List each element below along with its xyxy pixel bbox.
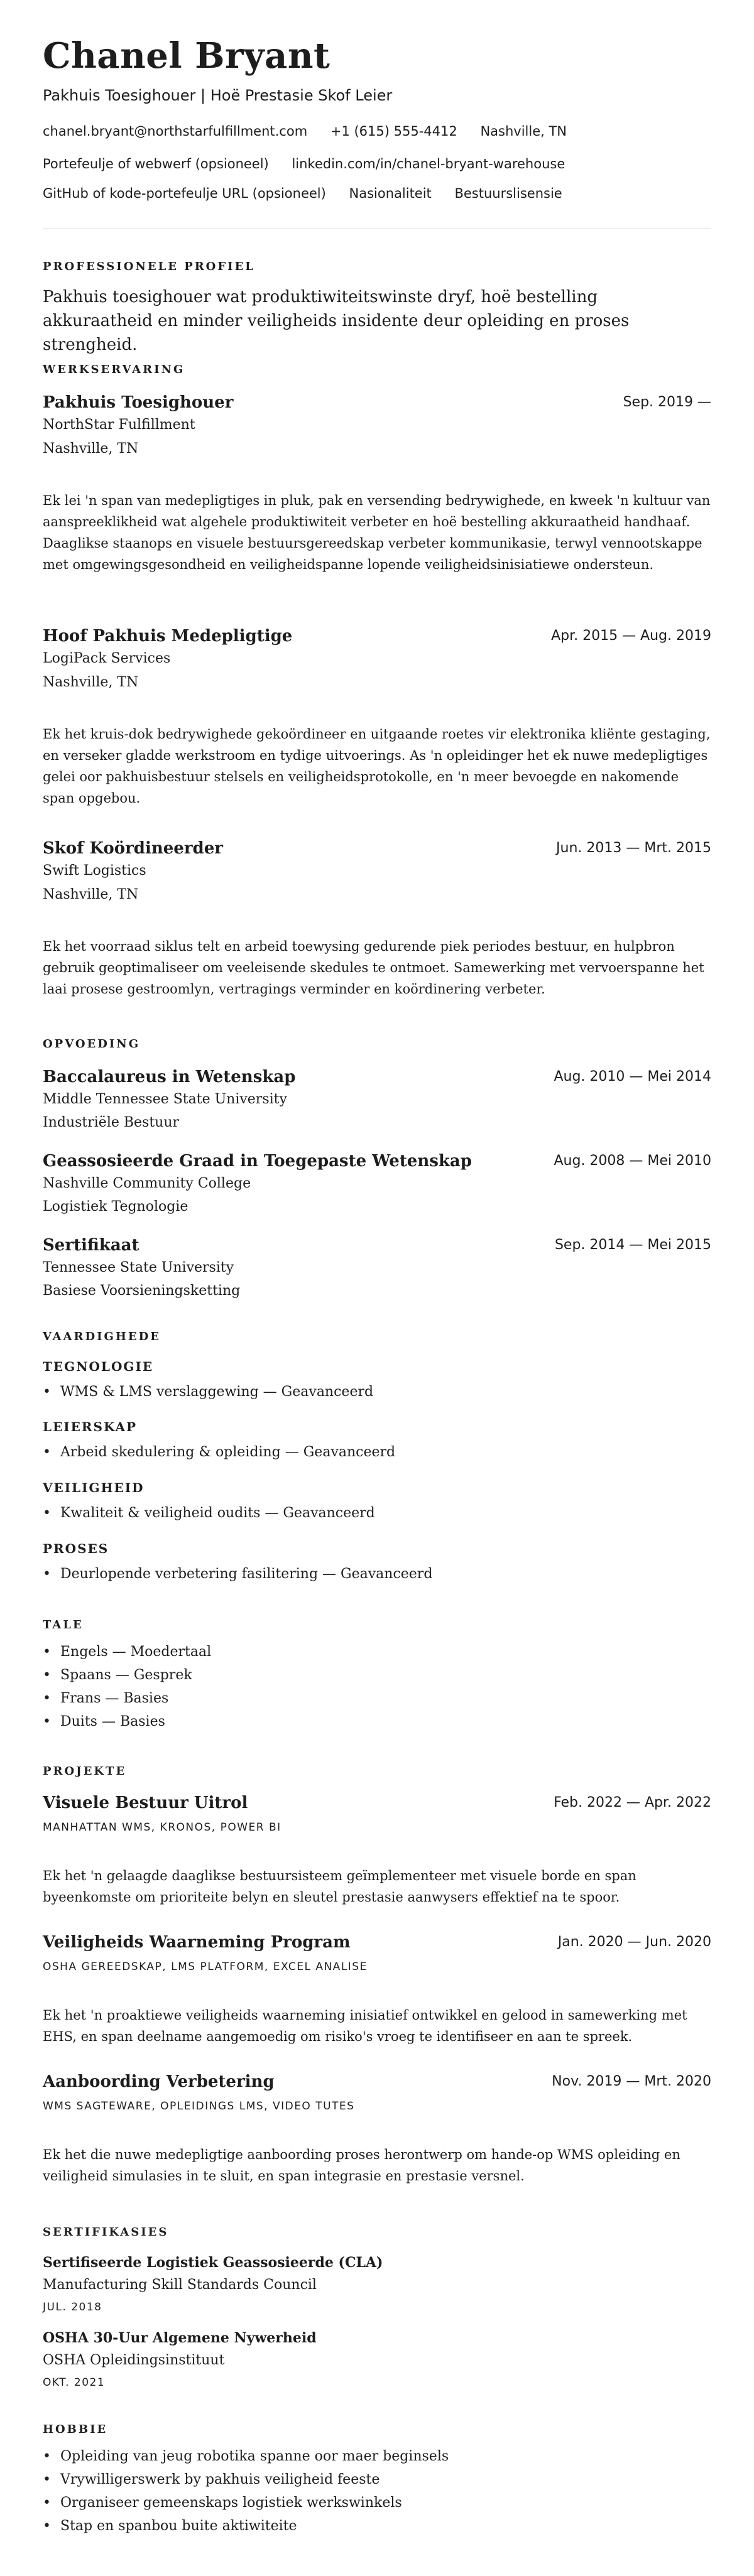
- project-tools: WMS SAGTEWARE, OPLEIDINGS LMS, VIDEO TUTES: [43, 2100, 355, 2113]
- job-description: Ek het kruis-dok bedrywighede gekoördineer en uitgaande roetes vir elektronika kliënte gestaging, en verseker gladde werkstroom en tydige uitvoerings. As 'n opleidinger het ek nuwe medepligtiges gelei oor pakhuisbestuur stelsels en veiligheidsprotokolle, en 'n meer bevoegde en nakomende span opgebou.: [43, 727, 711, 806]
- certification-issuer: Manufacturing Skill Standards Council: [43, 2277, 317, 2293]
- education-field: Basiese Voorsieningsketting: [43, 1283, 241, 1299]
- certification-issuer: OSHA Opleidingsinstituut: [43, 2352, 225, 2368]
- contact-row-3: [43, 186, 581, 201]
- hobby-item: • Stap en spanbou buite aktiwiteite: [43, 2518, 297, 2534]
- hobby-item: • Opleiding van jeug robotika spanne oor maer beginsels: [43, 2449, 449, 2464]
- skill-group-title: LEIERSKAP: [43, 1419, 138, 1434]
- education-field: Logistiek Tegnologie: [43, 1199, 188, 1215]
- education-school: Tennessee State University: [43, 1260, 234, 1275]
- hobby-item: • Vrywilligerswerk by pakhuis veiligheid feeste: [43, 2472, 380, 2487]
- contact-row-2: [43, 156, 584, 171]
- job-title: Pakhuis Toesighouer: [43, 393, 234, 412]
- license-text: Bestuurslisensie: [454, 186, 562, 201]
- education-date: Aug. 2008 — Mei 2010: [554, 1153, 711, 1169]
- education-school: Middle Tennessee State University: [43, 1091, 287, 1107]
- skill-group-title: PROSES: [43, 1541, 109, 1556]
- project-date: Feb. 2022 — Apr. 2022: [554, 1795, 711, 1810]
- location-text: Nashville, TN: [480, 124, 567, 139]
- project-date: Nov. 2019 — Mrt. 2020: [552, 2074, 711, 2089]
- job-description: Ek lei 'n span van medepligtiges in pluk, pak en versending bedrywighede, en kweek 'n kultuur van aanspreeklikheid wat algehele produktiwiteit verbeter en hoë bestelling akkuraatheid handhaaf. Daaglikse staanops en visuele bestuursgereedskap verbeter kommunikasie, terwyl vennootskappe met omgewingsgesondheid en veiligheidspanne lopende veiligheidsinisiatiewe ondersteun.: [43, 493, 711, 572]
- project-title: Visuele Bestuur Uitrol: [43, 1794, 248, 1812]
- section-heading-education: OPVOEDING: [43, 1037, 141, 1051]
- profile-summary: Pakhuis toesighouer wat produktiwiteitswinste dryf, hoë bestelling akkuraatheid en minder veiligheids insidente deur opleiding en proses strengheid.: [43, 288, 630, 354]
- nationality-text: Nasionaliteit: [349, 186, 432, 201]
- certification-title: Sertifiseerde Logistiek Geassosieerde (CLA): [43, 2254, 383, 2271]
- project-tools: MANHATTAN WMS, KRONOS, POWER BI: [43, 1821, 281, 1834]
- project-tools: OSHA GEREEDSKAP, LMS PLATFORM, EXCEL ANALISE: [43, 1961, 368, 1973]
- certification-date: OKT. 2021: [43, 2376, 106, 2389]
- education-degree: Sertifikaat: [43, 1236, 139, 1255]
- skill-item: • Arbeid skedulering & opleiding — Geavanceerd: [43, 1444, 396, 1460]
- section-heading-skills: VAARDIGHEDE: [43, 1330, 161, 1343]
- language-item: • Engels — Moedertaal: [43, 1644, 212, 1660]
- education-degree: Geassosieerde Graad in Toegepaste Wetenskap: [43, 1152, 472, 1171]
- education-date: Aug. 2010 — Mei 2014: [554, 1069, 711, 1085]
- section-heading-projects: PROJEKTE: [43, 1765, 127, 1778]
- education-school: Nashville Community College: [43, 1176, 251, 1191]
- job-company: Swift Logistics: [43, 863, 146, 879]
- project-description: Ek het die nuwe medepligtige aanboording proses herontwerp om hande-op WMS opleiding en veiligheid simulasies in te sluit, en span integrasie en prestasie versnel.: [43, 2147, 680, 2184]
- education-degree: Baccalaureus in Wetenskap: [43, 1068, 296, 1086]
- project-description: Ek het 'n proaktiewe veiligheids waarneming inisiatief ontwikkel en gelood in samewerking met EHS, en span deelname aangemoedig om risiko's vroeg te identifiseer en aan te spreek.: [43, 2008, 687, 2044]
- job-location: Nashville, TN: [43, 887, 139, 902]
- project-title: Veiligheids Waarneming Program: [43, 1933, 351, 1952]
- skill-group-title: TEGNOLOGIE: [43, 1359, 154, 1374]
- skill-group-title: VEILIGHEID: [43, 1480, 145, 1495]
- project-title: Aanboording Verbetering: [43, 2072, 275, 2091]
- email-link[interactable]: chanel.bryant@northstarfulfillment.com: [43, 124, 308, 139]
- job-location: Nashville, TN: [43, 441, 139, 457]
- phone-text: +1 (615) 555-4412: [330, 124, 457, 139]
- github-link[interactable]: GitHub of kode-portefeulje URL (opsioneel): [43, 186, 326, 201]
- project-description: Ek het 'n gelaagde daaglikse bestuursisteem geïmplementeer met visuele borde en span byeenkomste om prioriteite belyn en sleutel prestasie aanwysers effektief na te spoor.: [43, 1868, 637, 1905]
- job-date: Jun. 2013 — Mrt. 2015: [556, 840, 711, 856]
- section-heading-languages: TALE: [43, 1618, 84, 1632]
- contact-row-1: [43, 124, 586, 139]
- job-location: Nashville, TN: [43, 674, 139, 690]
- section-heading-experience: WERKSERVARING: [43, 363, 185, 376]
- candidate-headline: Pakhuis Toesighouer | Hoë Prestasie Skof Leier: [43, 87, 393, 104]
- education-date: Sep. 2014 — Mei 2015: [554, 1237, 711, 1253]
- language-item: • Frans — Basies: [43, 1691, 169, 1706]
- candidate-name: Chanel Bryant: [43, 35, 331, 77]
- certification-date: JUL. 2018: [43, 2301, 102, 2314]
- language-item: • Duits — Basies: [43, 1714, 165, 1729]
- certification-title: OSHA 30-Uur Algemene Nywerheid: [43, 2330, 317, 2346]
- section-heading-hobbies: HOBBIE: [43, 2423, 108, 2436]
- job-company: LogiPack Services: [43, 651, 171, 666]
- language-item: • Spaans — Gesprek: [43, 1667, 192, 1683]
- linkedin-link[interactable]: linkedin.com/in/chanel-bryant-warehouse: [292, 156, 566, 171]
- job-date: Apr. 2015 — Aug. 2019: [551, 628, 711, 644]
- job-date: Sep. 2019 —: [623, 394, 711, 410]
- section-heading-certifications: SERTIFIKASIES: [43, 2226, 169, 2239]
- hobby-item: • Organiseer gemeenskaps logistiek werkswinkels: [43, 2495, 402, 2511]
- portfolio-link[interactable]: Portefeulje of webwerf (opsioneel): [43, 156, 269, 171]
- job-description: Ek het voorraad siklus telt en arbeid toewysing gedurende piek periodes bestuur, en hulpbron gebruik geoptimaliseer om veeleisende skedules te ontmoet. Samewerking met vervoerspanne het laai prosese gestroomlyn, vertragings verminder en koördinering verbeter.: [43, 939, 704, 997]
- skill-item: • WMS & LMS verslaggewing — Geavanceerd: [43, 1384, 374, 1400]
- job-company: NorthStar Fulfillment: [43, 417, 195, 433]
- education-field: Industriële Bestuur: [43, 1115, 180, 1130]
- skill-item: • Kwaliteit & veiligheid oudits — Geavanceerd: [43, 1505, 375, 1521]
- job-title: Hoof Pakhuis Medepligtige: [43, 627, 293, 646]
- job-title: Skof Koördineerder: [43, 839, 223, 858]
- skill-item: • Deurlopende verbetering fasilitering — Geavanceerd: [43, 1566, 433, 1582]
- section-heading-profile: PROFESSIONELE PROFIEL: [43, 260, 255, 273]
- project-date: Jan. 2020 — Jun. 2020: [557, 1934, 711, 1950]
